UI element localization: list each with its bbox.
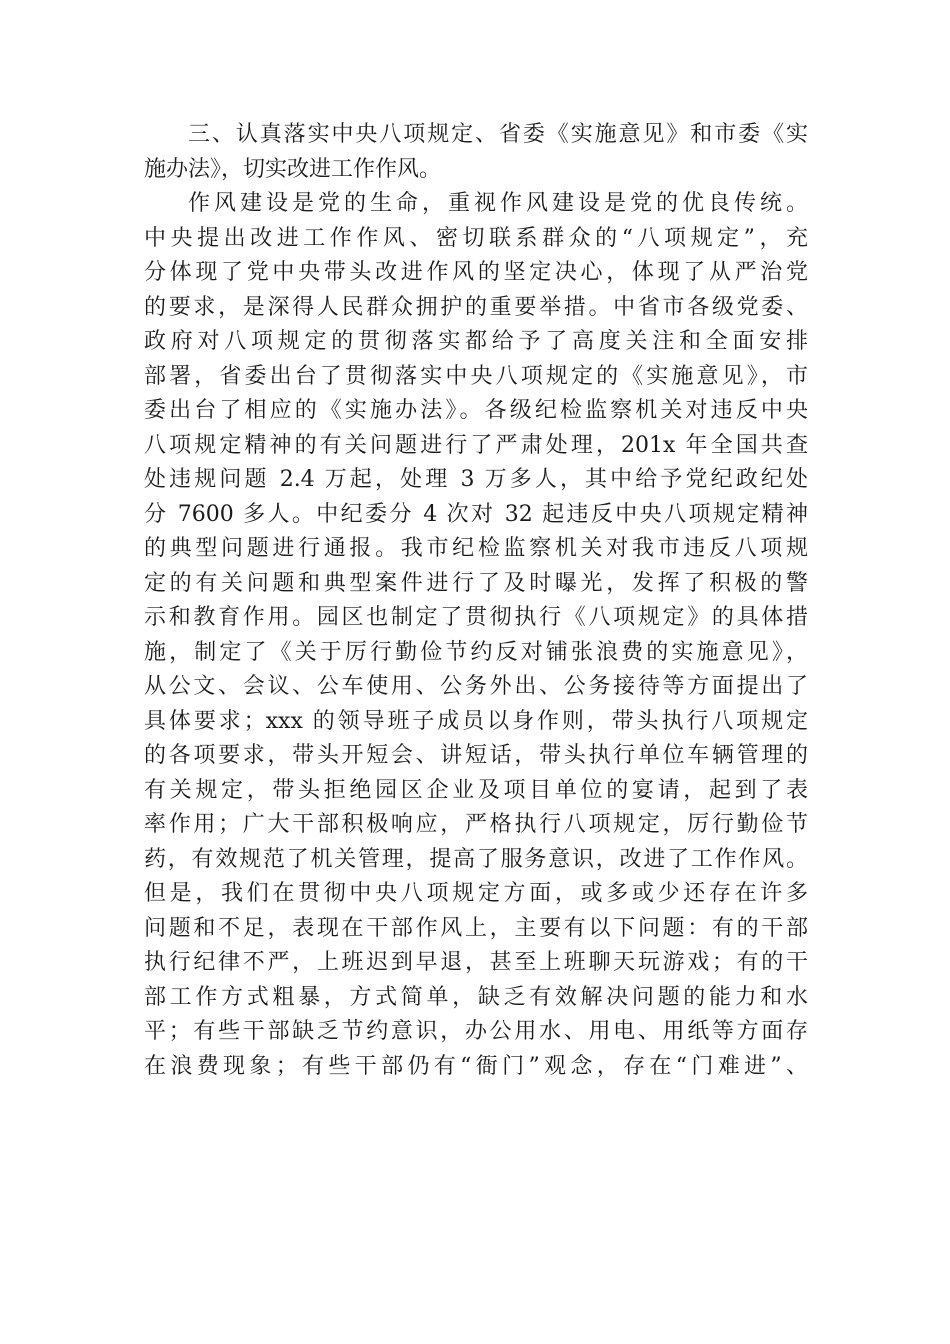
paragraph-line: 的典型问题进行通报。我市纪检监察机关对我市违反八项规 (144, 536, 808, 561)
paragraph-line: 部署，省委出台了贯彻落实中央八项规定的《实施意见》，市 (144, 363, 808, 389)
paragraph-line: 率作用；广大干部积极响应，严格执行八项规定，厉行勤俭节 (144, 812, 808, 837)
heading-line: 三、认真落实中央八项规定、省委《实施意见》和市委《实 (188, 122, 808, 147)
paragraph-line: 示和教育作用。园区也制定了贯彻执行《八项规定》的具体措 (144, 605, 808, 630)
paragraph-line: 药，有效规范了机关管理，提高了服务意识，改进了工作作风。 (144, 846, 808, 872)
paragraph-line: 委出台了相应的《实施办法》。各级纪检监察机关对违反中央 (144, 398, 808, 423)
paragraph-line: 在浪费现象；有些干部仍有“衙门”观念，存在“门难进”、 (144, 1053, 808, 1079)
paragraph-line: 八项规定精神的有关问题进行了严肃处理，201x 年全国共查 (144, 432, 808, 458)
document-body (144, 118, 808, 1084)
heading-line: 施办法》，切实改进工作作风。 (144, 156, 442, 182)
paragraph-line: 平；有些干部缺乏节约意识，办公用水、用电、用纸等方面存 (144, 1019, 808, 1044)
paragraph-line: 具体要求；xxx 的领导班子成员以身作则，带头执行八项规定 (144, 708, 808, 734)
paragraph-line: 政府对八项规定的贯彻落实都给予了高度关注和全面安排 (144, 329, 808, 354)
paragraph-line: 问题和不足，表现在干部作风上，主要有以下问题：有的干部 (144, 915, 808, 941)
paragraph-line: 从公文、会议、公车使用、公务外出、公务接待等方面提出了 (144, 674, 808, 699)
paragraph-line: 施，制定了《关于厉行勤俭节约反对铺张浪费的实施意见》， (144, 639, 808, 665)
paragraph-line: 部工作方式粗暴，方式简单，缺乏有效解决问题的能力和水 (144, 984, 808, 1010)
paragraph-line: 作风建设是党的生命，重视作风建设是党的优良传统。 (188, 191, 808, 216)
paragraph-line: 的各项要求，带头开短会、讲短话，带头执行单位车辆管理的 (144, 743, 808, 768)
paragraph-line: 中央提出改进工作作风、密切联系群众的“八项规定”，充 (144, 225, 808, 251)
paragraph-line: 的要求，是深得人民群众拥护的重要举措。中省市各级党委、 (144, 294, 808, 320)
paragraph-line: 分 7600 多人。中纪委分 4 次对 32 起违反中央八项规定精神 (144, 501, 808, 527)
paragraph-line: 执行纪律不严，上班迟到早退，甚至上班聊天玩游戏；有的干 (144, 950, 808, 975)
paragraph-line: 定的有关问题和典型案件进行了及时曝光，发挥了积极的警 (144, 570, 808, 596)
paragraph-line: 有关规定，带头拒绝园区企业及项目单位的宴请，起到了表 (144, 777, 808, 803)
paragraph-line: 分体现了党中央带头改进作风的坚定决心，体现了从严治党 (144, 260, 808, 285)
paragraph-line: 处违规问题 2.4 万起，处理 3 万多人，其中给予党纪政纪处 (144, 467, 808, 492)
paragraph-line: 但是，我们在贯彻中央八项规定方面，或多或少还存在许多 (144, 881, 808, 906)
